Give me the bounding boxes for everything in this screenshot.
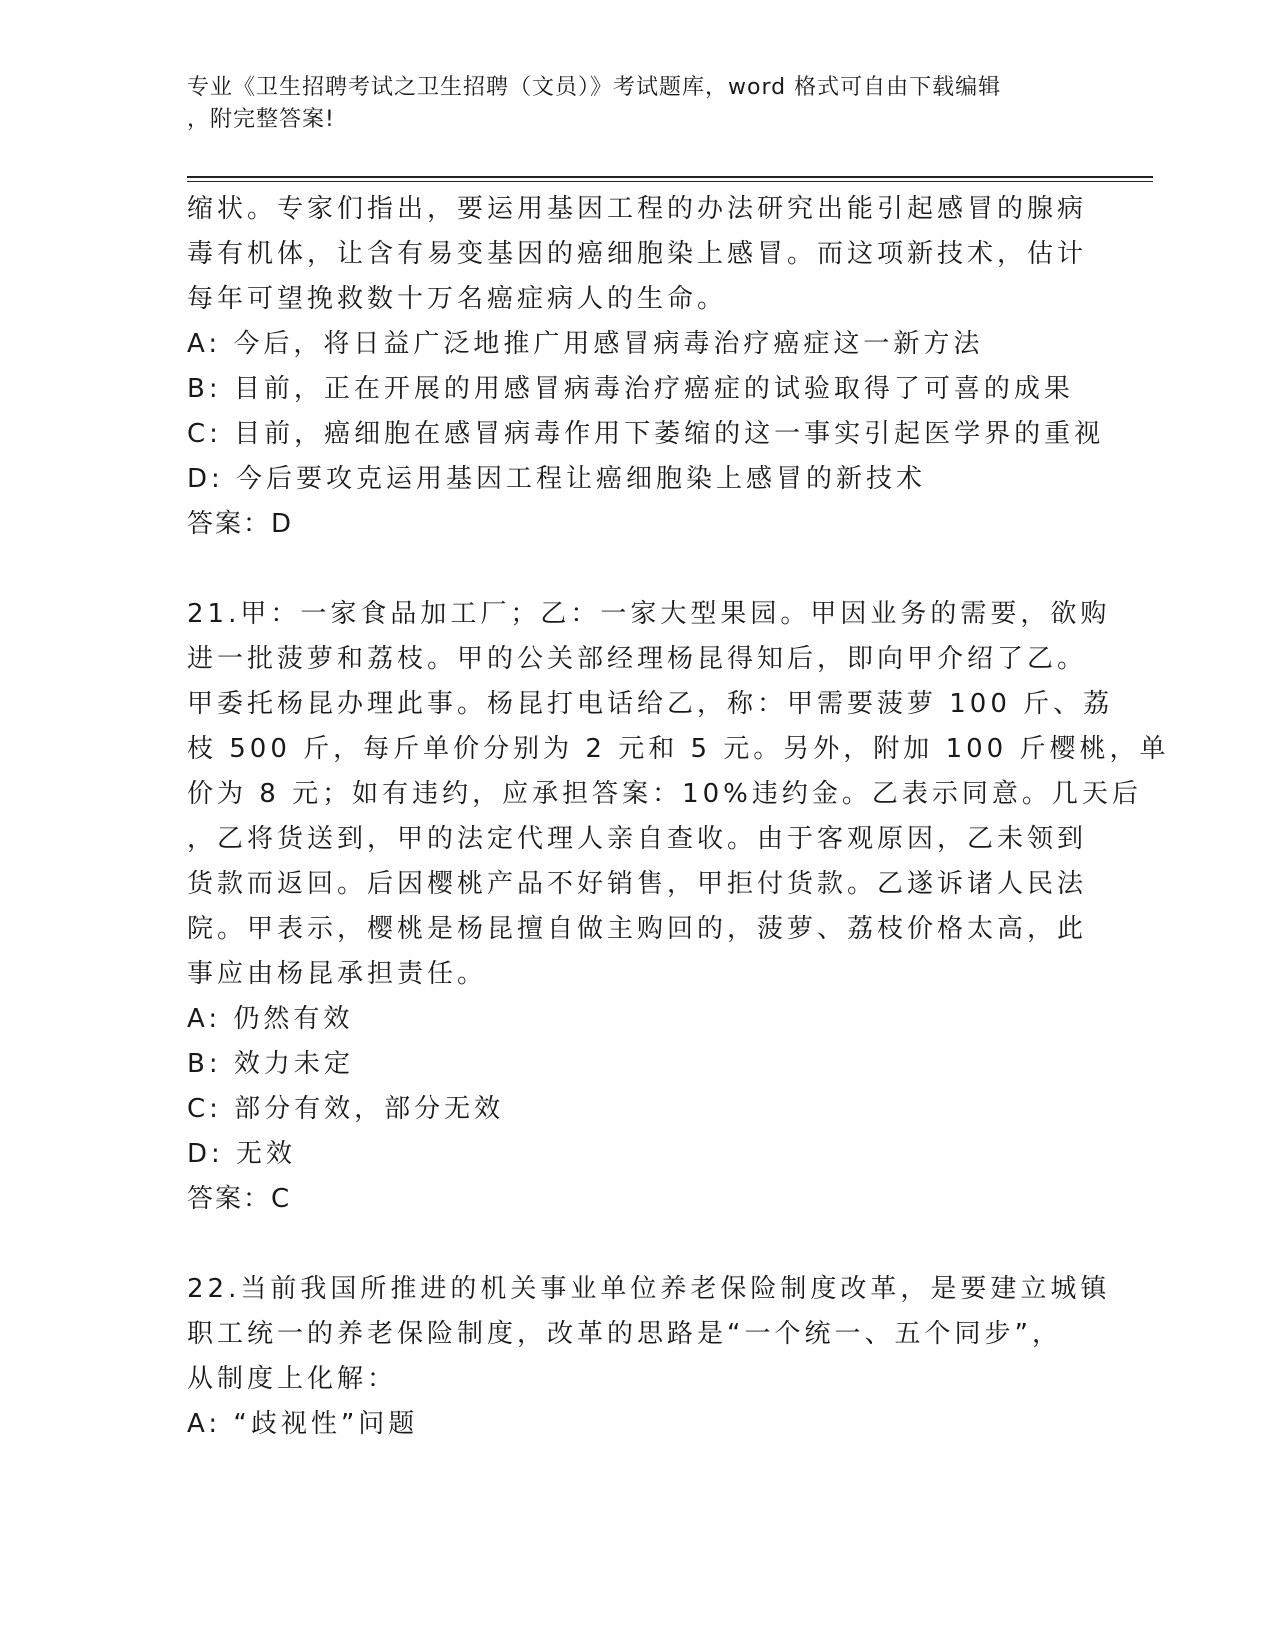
header-line-2: ，附完整答案! <box>187 107 335 132</box>
option-c: C: 目前，癌细胞在感冒病毒作用下萎缩的这一事实引起医学界的重视 <box>187 419 1105 449</box>
document-body <box>187 187 1170 1447</box>
question-stem-line: 院。甲表示，樱桃是杨昆擅自做主购回的，菠萝、荔枝价格太高，此 <box>187 914 1088 944</box>
question-stem-line: ，乙将货送到，甲的法定代理人亲自查收。由于客观原因，乙未领到 <box>187 824 1088 854</box>
question-stem-line: 价为 8 元；如有违约，应承担答案：10%违约金。乙表示同意。几天后 <box>187 779 1142 809</box>
question-stem-line: 进一批菠萝和荔枝。甲的公关部经理杨昆得知后，即向甲介绍了乙。 <box>187 644 1088 674</box>
option-b: B: 效力未定 <box>187 1049 354 1079</box>
question-stem-line: 甲委托杨昆办理此事。杨昆打电话给乙，称：甲需要菠萝 100 斤、荔 <box>187 689 1114 719</box>
question-22 <box>187 1267 1111 1447</box>
question-stem-line: 事应由杨昆承担责任。 <box>187 959 488 989</box>
question-21 <box>187 592 1170 1222</box>
header-line-1: 专业《卫生招聘考试之卫生招聘（文员）》考试题库，word 格式可自由下载编辑 <box>187 75 1002 100</box>
answer-line: 答案：C <box>187 1184 292 1214</box>
option-c: C: 部分有效，部分无效 <box>187 1094 505 1124</box>
question-spacer <box>187 547 1087 592</box>
answer-line: 答案：D <box>187 509 294 539</box>
page-header <box>187 72 1087 136</box>
option-d: D: 无效 <box>187 1139 297 1169</box>
option-a: A: 今后，将日益广泛地推广用感冒病毒治疗癌症这一新方法 <box>187 329 984 359</box>
question-stem-line: 从制度上化解： <box>187 1364 398 1394</box>
question-stem-line: 每年可望挽救数十万名癌症病人的生命。 <box>187 284 728 314</box>
option-a: A: 仍然有效 <box>187 1004 354 1034</box>
question-stem-line: 21.甲：一家食品加工厂；乙：一家大型果园。甲因业务的需要，欲购 <box>187 599 1111 629</box>
option-a: A: “歧视性”问题 <box>187 1409 419 1439</box>
question-stem-line: 毒有机体，让含有易变基因的癌细胞染上感冒。而这项新技术，估计 <box>187 239 1088 269</box>
question-20 <box>187 187 1105 547</box>
question-stem-line: 枝 500 斤，每斤单价分别为 2 元和 5 元。另外，附加 100 斤樱桃，单 <box>187 734 1170 764</box>
question-stem-line: 职工统一的养老保险制度，改革的思路是“一个统一、五个同步”， <box>187 1319 1062 1349</box>
option-d: D: 今后要攻克运用基因工程让癌细胞染上感冒的新技术 <box>187 464 927 494</box>
header-divider <box>187 176 1153 182</box>
question-stem-line: 缩状。专家们指出，要运用基因工程的办法研究出能引起感冒的腺病 <box>187 194 1088 224</box>
question-stem-line: 货款而返回。后因樱桃产品不好销售，甲拒付货款。乙遂诉诸人民法 <box>187 869 1088 899</box>
question-spacer <box>187 1222 1087 1267</box>
option-b: B: 目前，正在开展的用感冒病毒治疗癌症的试验取得了可喜的成果 <box>187 374 1074 404</box>
question-stem-line: 22.当前我国所推进的机关事业单位养老保险制度改革，是要建立城镇 <box>187 1274 1111 1304</box>
